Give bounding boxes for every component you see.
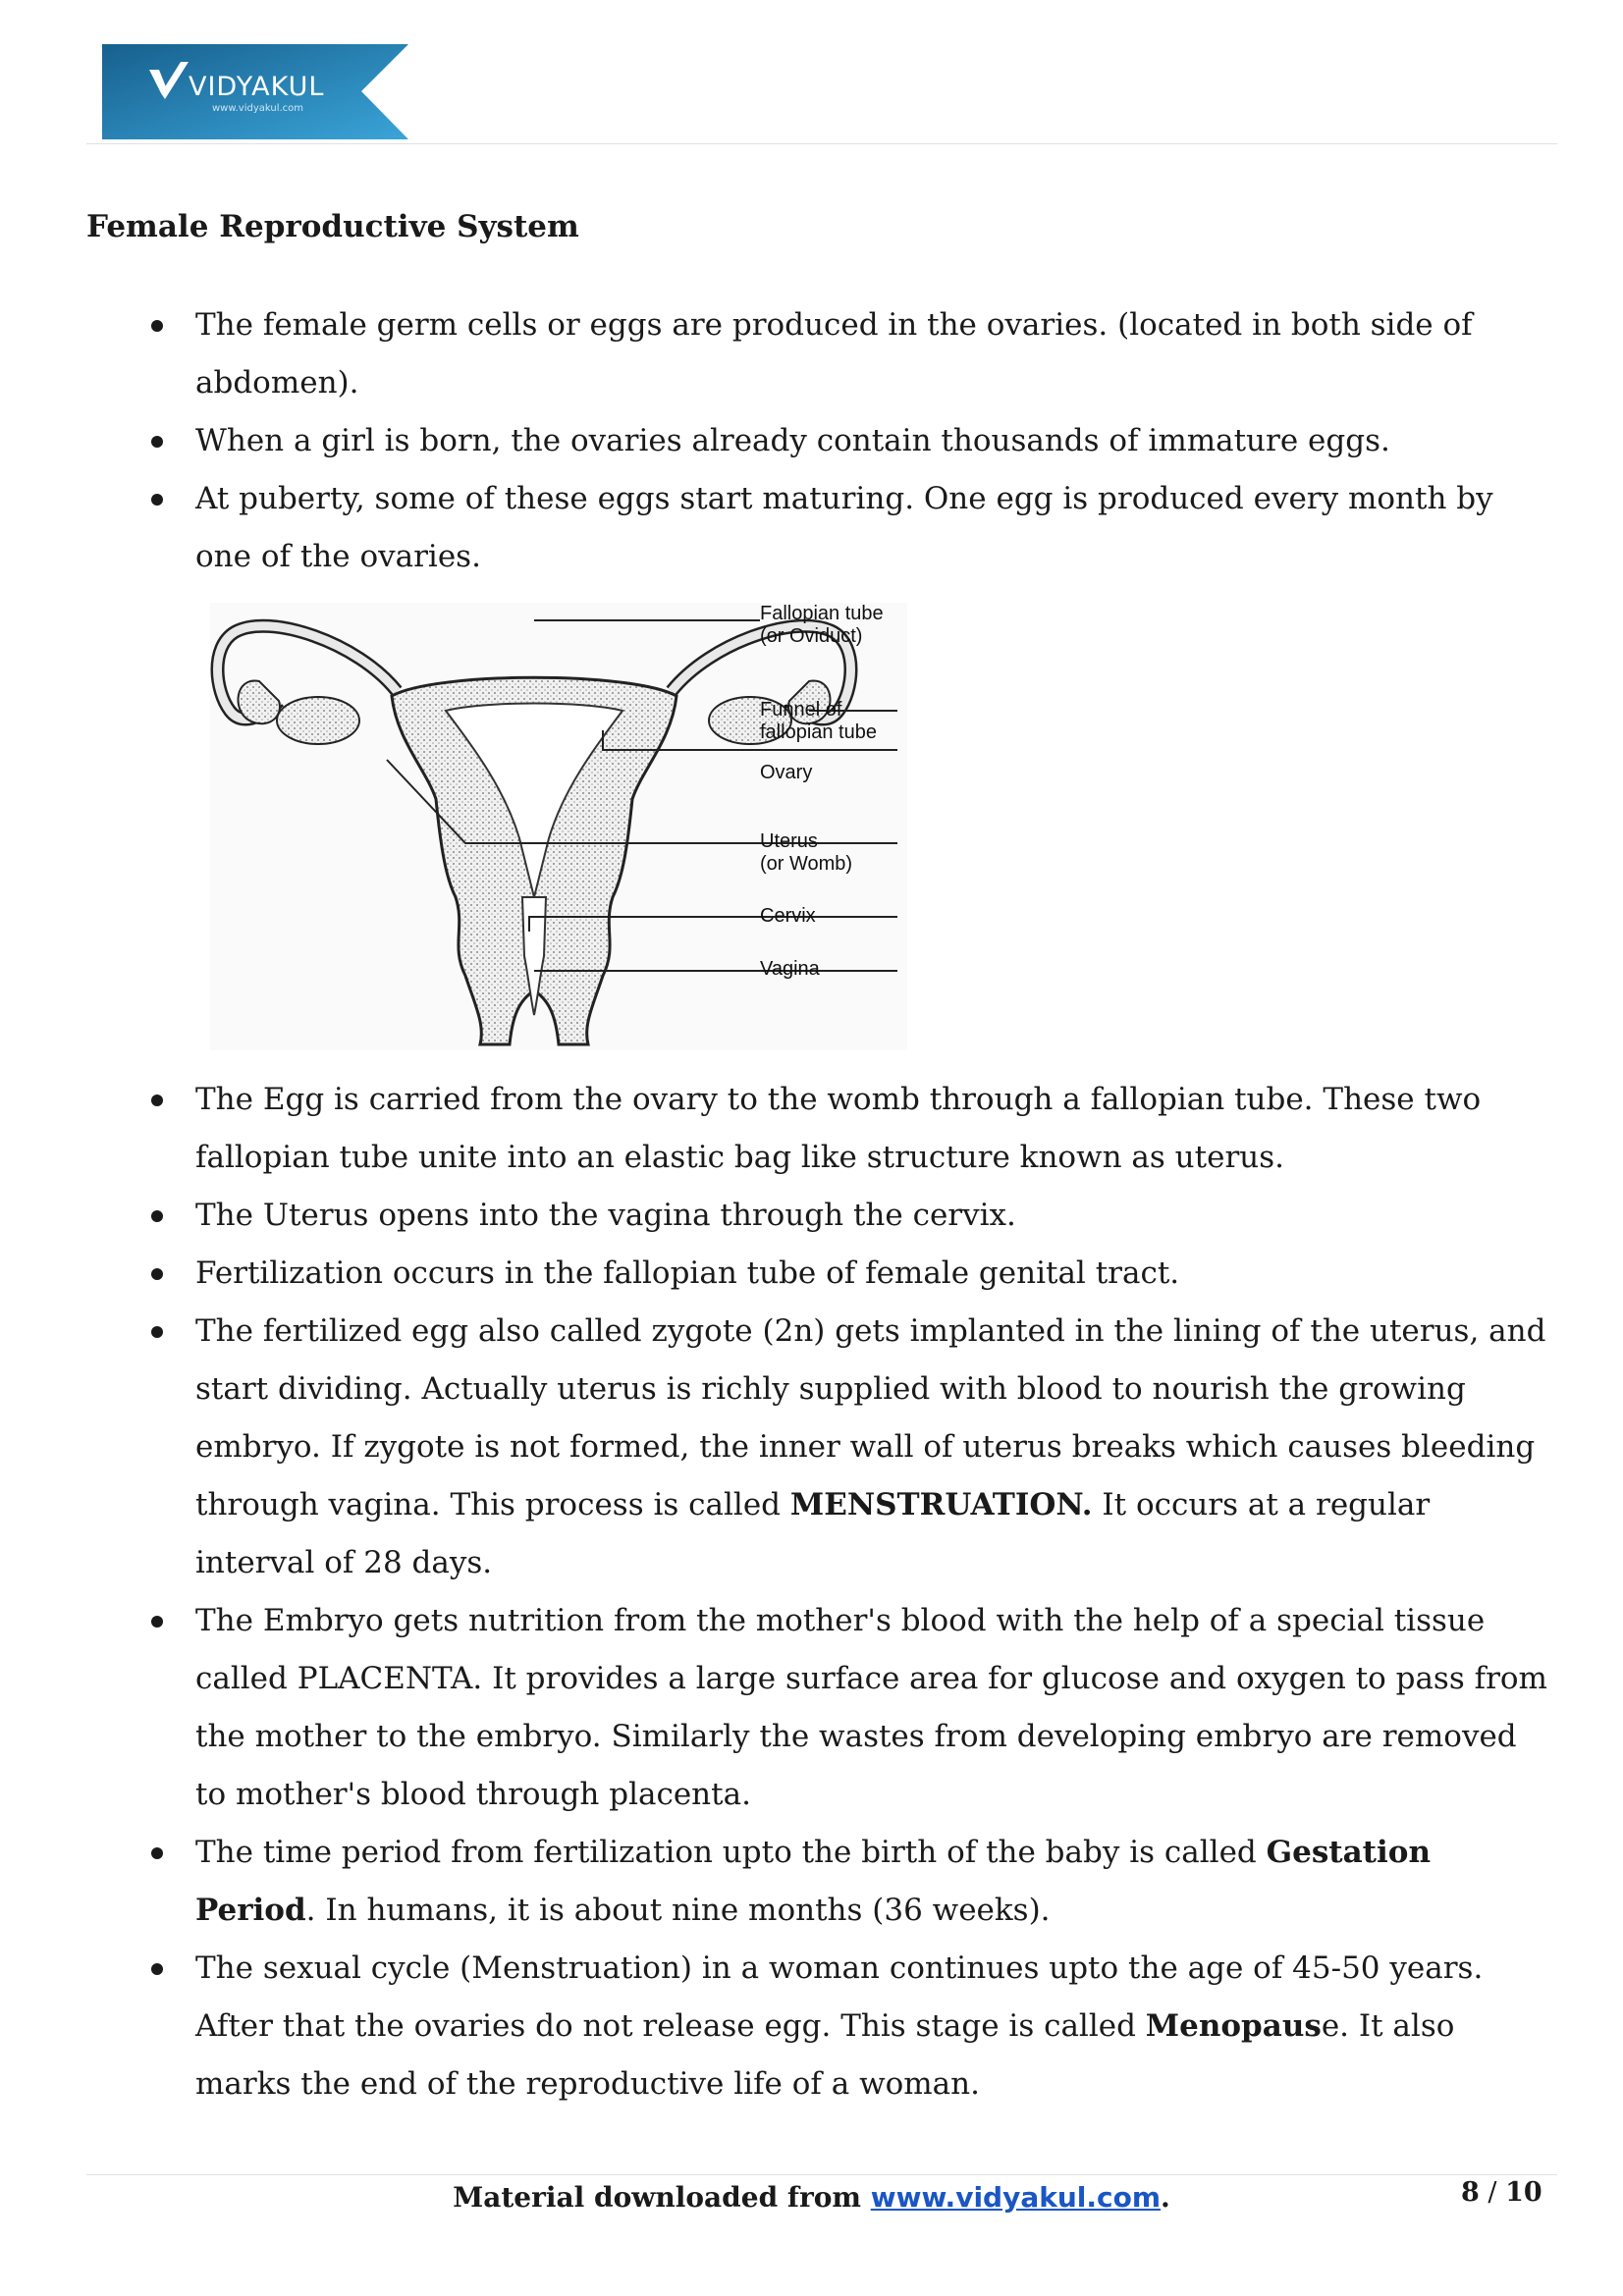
label-uterus-line1: Uterus	[760, 830, 818, 852]
logo-url: www.vidyakul.com	[212, 103, 304, 114]
list-item	[0, 1245, 1550, 1303]
list-item	[0, 1940, 1550, 2113]
label-funnel-line1: Funnel of	[760, 699, 842, 721]
list-item-text: The fertilized egg also called zygote (2n) gets implanted in the lining of the uterus, and start dividing. Actually uterus is richly supplied with blood to nourish the growing embryo. If zygote is not formed, the inner wall of uterus breaks which causes bleeding through vagina. This process is called	[195, 1313, 1546, 1522]
page-number	[1461, 2177, 1542, 2208]
list-item	[0, 1592, 1550, 1824]
list-item-text: . In humans, it is about nine months (36 weeks).	[305, 1893, 1051, 1928]
label-funnel	[760, 699, 877, 744]
female-reproductive-diagram	[210, 603, 907, 1050]
label-ovary: Ovary	[760, 762, 813, 783]
list-item-text: The Uterus opens into the vagina through the cervix.	[195, 1198, 1016, 1233]
label-vagina: Vagina	[760, 958, 820, 980]
section-heading: Female Reproductive System	[86, 209, 579, 244]
label-fallopian-tube-line2: (or Oviduct)	[760, 625, 863, 647]
footer-prefix: Material downloaded from	[453, 2181, 871, 2214]
bullet-list-bottom	[0, 1071, 1550, 2113]
list-item: The female germ cells or eggs are produced in the ovaries. (located in both side of abdomen).	[0, 296, 1550, 412]
footer-link[interactable]: www.vidyakul.com	[870, 2181, 1162, 2214]
list-item-text: The time period from fertilization upto the birth of the baby is called	[195, 1835, 1267, 1870]
label-fallopian-tube-line1: Fallopian tube	[760, 603, 884, 624]
list-item	[0, 1187, 1550, 1245]
list-item-text: The Embryo gets nutrition from the mother's blood with the help of a special tissue called PLACENTA. It provides a large surface area for glucose and oxygen to pass from the mother to the embryo. Similarly the wastes from developing embryo are removed to mother's blood through placenta.	[195, 1603, 1547, 1812]
vidyakul-logo	[102, 44, 408, 139]
label-uterus	[760, 830, 852, 876]
bold-term: MENSTRUATION.	[789, 1487, 1093, 1522]
header-divider	[86, 143, 1557, 144]
list-item-text: The sexual cycle (Menstruation) in a woman continues upto the age of 45-50 years. After that the ovaries do not release egg. This stage is called	[195, 1950, 1484, 2044]
footer	[0, 2181, 1623, 2214]
list-item-text: e. It also marks the end of the reproductive life of a woman.	[195, 2008, 1455, 2102]
bullet-list-top	[0, 296, 1550, 586]
list-item-text: Fertilization occurs in the fallopian tube of female genital tract.	[195, 1255, 1180, 1291]
label-uterus-line2: (or Womb)	[760, 853, 853, 875]
footer-suffix: .	[1161, 2181, 1170, 2214]
page-separator: /	[1479, 2177, 1506, 2208]
list-item-text: It occurs at a regular interval of 28 days.	[195, 1487, 1431, 1580]
footer-divider	[86, 2174, 1557, 2175]
list-item	[0, 1071, 1550, 1187]
page-current: 8	[1461, 2177, 1480, 2208]
label-funnel-line2: fallopian tube	[760, 721, 877, 743]
page-total: 10	[1505, 2177, 1542, 2208]
logo-text: VIDYAKUL	[189, 72, 325, 102]
bold-term: Menopaus	[1145, 2008, 1322, 2044]
list-item-text: The Egg is carried from the ovary to the womb through a fallopian tube. These two fallopian tube unite into an elastic bag like structure known as uterus.	[195, 1082, 1482, 1175]
list-item: At puberty, some of these eggs start maturing. One egg is produced every month by one of the ovaries.	[0, 470, 1550, 586]
label-cervix: Cervix	[760, 905, 816, 927]
bold-term: Gestation Period	[195, 1835, 1431, 1928]
list-item	[0, 1824, 1550, 1940]
list-item: When a girl is born, the ovaries already contain thousands of immature eggs.	[0, 412, 1550, 470]
list-item	[0, 1303, 1550, 1592]
uterus-illustration	[210, 603, 907, 1050]
label-fallopian-tube	[760, 603, 884, 648]
